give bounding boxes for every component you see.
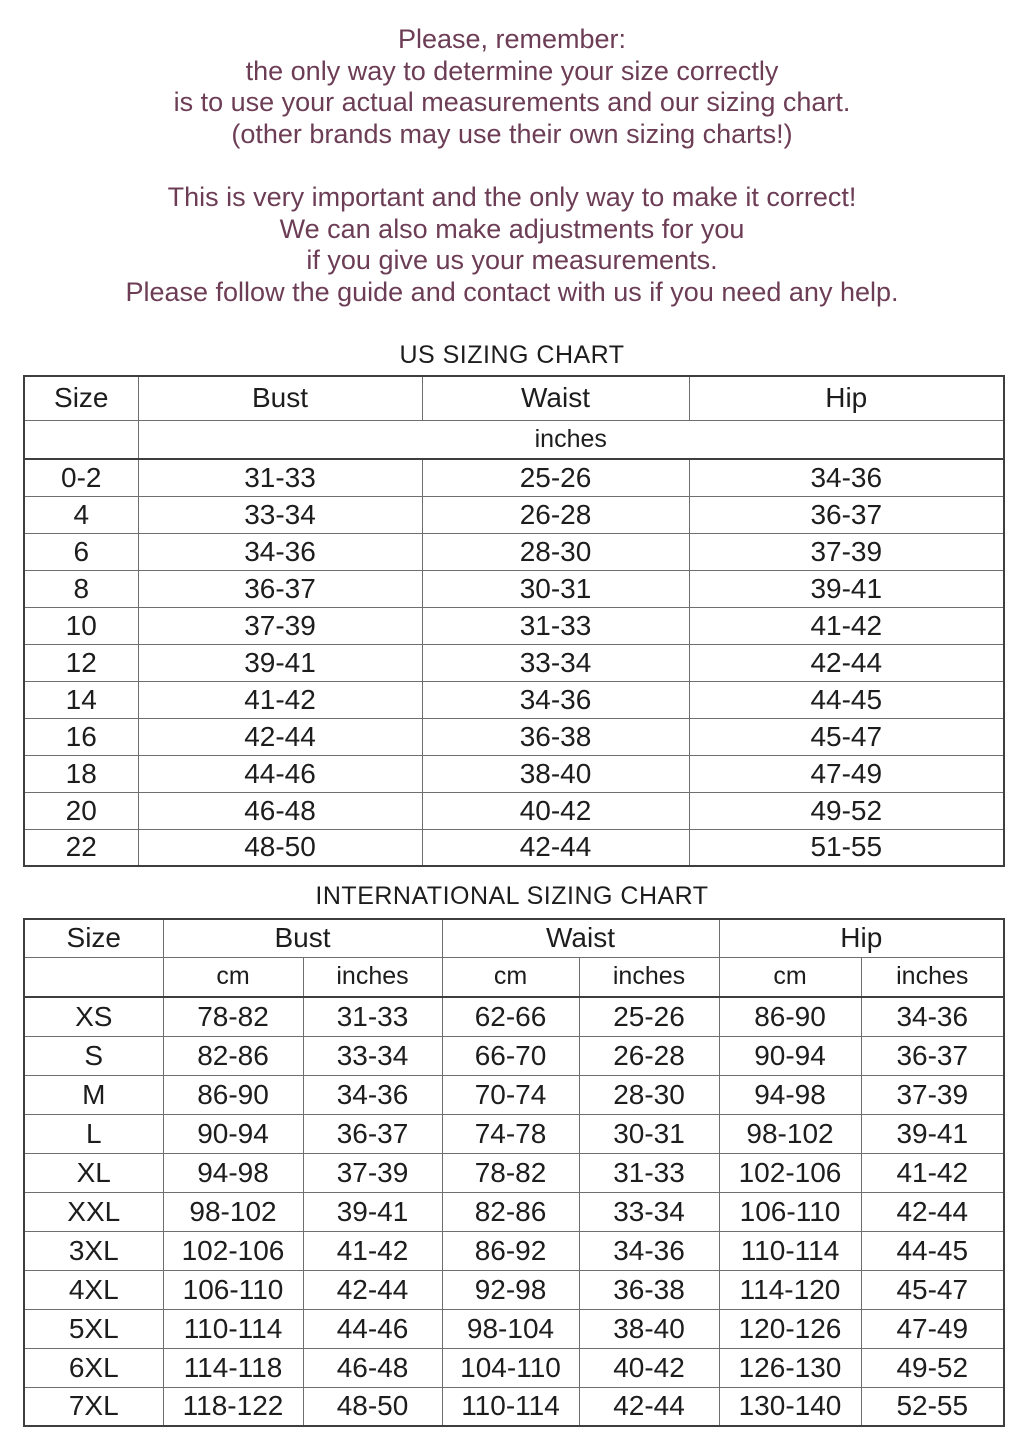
measurement-cell: 30-31: [579, 1114, 719, 1153]
measurement-cell: 25-26: [579, 997, 719, 1036]
measurement-cell: 45-47: [689, 718, 1004, 755]
size-cell: 16: [24, 718, 138, 755]
measurement-cell: 98-104: [442, 1309, 579, 1348]
measurement-cell: 46-48: [138, 792, 422, 829]
measurement-cell: 41-42: [138, 681, 422, 718]
measurement-cell: 25-26: [422, 459, 689, 496]
measurement-cell: 34-36: [303, 1075, 442, 1114]
table-row: [24, 1270, 1004, 1309]
size-cell: 4XL: [24, 1270, 163, 1309]
measurement-cell: 120-126: [719, 1309, 861, 1348]
measurement-cell: 44-46: [138, 755, 422, 792]
measurement-cell: 82-86: [163, 1036, 303, 1075]
intro-line: We can also make adjustments for you: [279, 213, 745, 244]
measurement-cell: 90-94: [719, 1036, 861, 1075]
measurement-cell: 40-42: [579, 1348, 719, 1387]
measurement-cell: 42-44: [689, 644, 1004, 681]
measurement-cell: 46-48: [303, 1348, 442, 1387]
unit-label-inches: inches: [861, 957, 1004, 997]
international-chart-title: INTERNATIONAL SIZING CHART: [315, 882, 709, 910]
measurement-cell: 36-37: [861, 1036, 1004, 1075]
measurement-cell: 45-47: [861, 1270, 1004, 1309]
table-row: [24, 1192, 1004, 1231]
unit-label-cm: cm: [442, 957, 579, 997]
measurement-cell: 40-42: [422, 792, 689, 829]
size-cell: 12: [24, 644, 138, 681]
empty-cell: [24, 420, 138, 459]
measurement-cell: 102-106: [163, 1231, 303, 1270]
us-table-body: [24, 459, 1004, 866]
intro-line: is to use your actual measurements and our sizing chart.: [173, 87, 851, 117]
measurement-cell: 70-74: [442, 1075, 579, 1114]
table-row: [24, 1387, 1004, 1426]
measurement-cell: 39-41: [861, 1114, 1004, 1153]
table-row: [24, 607, 1004, 644]
column-header-waist: Waist: [442, 919, 719, 957]
measurement-cell: 42-44: [138, 718, 422, 755]
measurement-cell: 86-90: [719, 997, 861, 1036]
table-row: [24, 1153, 1004, 1192]
measurement-cell: 110-114: [719, 1231, 861, 1270]
size-cell: S: [24, 1036, 163, 1075]
measurement-cell: 90-94: [163, 1114, 303, 1153]
measurement-cell: 41-42: [861, 1153, 1004, 1192]
measurement-cell: 37-39: [689, 533, 1004, 570]
measurement-cell: 86-92: [442, 1231, 579, 1270]
us-header-row: [24, 376, 1004, 420]
measurement-cell: 44-45: [689, 681, 1004, 718]
unit-label-inches: inches: [579, 957, 719, 997]
measurement-cell: 74-78: [442, 1114, 579, 1153]
intro-stanza-1: [0, 24, 1024, 150]
measurement-cell: 44-45: [861, 1231, 1004, 1270]
measurement-cell: 31-33: [579, 1153, 719, 1192]
measurement-cell: 33-34: [303, 1036, 442, 1075]
table-row: [24, 755, 1004, 792]
unit-label-inches: inches: [138, 420, 1004, 459]
intro-line: This is very important and the only way to make it correct!: [167, 182, 857, 212]
measurement-cell: 31-33: [422, 607, 689, 644]
measurement-cell: 49-52: [861, 1348, 1004, 1387]
table-row: [24, 459, 1004, 496]
measurement-cell: 38-40: [579, 1309, 719, 1348]
intro-line: (other brands may use their own sizing charts!): [231, 118, 793, 149]
measurement-cell: 33-34: [138, 496, 422, 533]
table-row: [24, 792, 1004, 829]
intro-line: Please follow the guide and contact with us if you need any help.: [125, 276, 899, 307]
measurement-cell: 114-118: [163, 1348, 303, 1387]
measurement-cell: 78-82: [442, 1153, 579, 1192]
size-cell: 18: [24, 755, 138, 792]
measurement-cell: 104-110: [442, 1348, 579, 1387]
unit-label-cm: cm: [163, 957, 303, 997]
size-cell: 6: [24, 533, 138, 570]
measurement-cell: 33-34: [422, 644, 689, 681]
measurement-cell: 41-42: [689, 607, 1004, 644]
column-header-size: Size: [24, 919, 163, 957]
table-row: [24, 533, 1004, 570]
measurement-cell: 94-98: [719, 1075, 861, 1114]
table-row: [24, 644, 1004, 681]
measurement-cell: 102-106: [719, 1153, 861, 1192]
measurement-cell: 49-52: [689, 792, 1004, 829]
measurement-cell: 130-140: [719, 1387, 861, 1426]
size-cell: 14: [24, 681, 138, 718]
column-header-size: Size: [24, 376, 138, 420]
measurement-cell: 78-82: [163, 997, 303, 1036]
international-header-row: [24, 919, 1004, 957]
column-header-bust: Bust: [138, 376, 422, 420]
table-row: [24, 1309, 1004, 1348]
table-row: [24, 829, 1004, 866]
measurement-cell: 118-122: [163, 1387, 303, 1426]
size-cell: XL: [24, 1153, 163, 1192]
size-cell: XXL: [24, 1192, 163, 1231]
measurement-cell: 31-33: [138, 459, 422, 496]
size-cell: 20: [24, 792, 138, 829]
table-row: [24, 496, 1004, 533]
intro-line: if you give us your measurements.: [306, 245, 718, 275]
measurement-cell: 47-49: [861, 1309, 1004, 1348]
measurement-cell: 126-130: [719, 1348, 861, 1387]
measurement-cell: 86-90: [163, 1075, 303, 1114]
size-cell: 5XL: [24, 1309, 163, 1348]
column-header-hip: Hip: [689, 376, 1004, 420]
intro-line: Please, remember:: [397, 24, 627, 54]
measurement-cell: 36-37: [303, 1114, 442, 1153]
size-cell: 22: [24, 829, 138, 866]
size-cell: 0-2: [24, 459, 138, 496]
measurement-cell: 34-36: [138, 533, 422, 570]
international-sizing-table: [23, 918, 1005, 1427]
measurement-cell: 26-28: [422, 496, 689, 533]
measurement-cell: 52-55: [861, 1387, 1004, 1426]
measurement-cell: 42-44: [303, 1270, 442, 1309]
measurement-cell: 42-44: [422, 829, 689, 866]
measurement-cell: 39-41: [138, 644, 422, 681]
measurement-cell: 36-38: [422, 718, 689, 755]
measurement-cell: 39-41: [303, 1192, 442, 1231]
measurement-cell: 33-34: [579, 1192, 719, 1231]
size-cell: 8: [24, 570, 138, 607]
measurement-cell: 110-114: [442, 1387, 579, 1426]
table-row: [24, 1114, 1004, 1153]
intro-text: [0, 0, 1024, 308]
measurement-cell: 37-39: [303, 1153, 442, 1192]
measurement-cell: 47-49: [689, 755, 1004, 792]
size-cell: 3XL: [24, 1231, 163, 1270]
measurement-cell: 39-41: [689, 570, 1004, 607]
measurement-cell: 42-44: [861, 1192, 1004, 1231]
international-unit-row: [24, 957, 1004, 997]
measurement-cell: 37-39: [138, 607, 422, 644]
table-row: [24, 1036, 1004, 1075]
us-chart-title: US SIZING CHART: [399, 341, 625, 369]
unit-label-inches: inches: [303, 957, 442, 997]
measurement-cell: 114-120: [719, 1270, 861, 1309]
measurement-cell: 82-86: [442, 1192, 579, 1231]
us-sizing-table: [23, 375, 1005, 867]
column-header-bust: Bust: [163, 919, 442, 957]
table-row: [24, 681, 1004, 718]
size-cell: 10: [24, 607, 138, 644]
measurement-cell: 98-102: [163, 1192, 303, 1231]
intro-line: the only way to determine your size correctly: [245, 55, 779, 86]
measurement-cell: 106-110: [719, 1192, 861, 1231]
size-cell: 7XL: [24, 1387, 163, 1426]
measurement-cell: 42-44: [579, 1387, 719, 1426]
measurement-cell: 106-110: [163, 1270, 303, 1309]
measurement-cell: 26-28: [579, 1036, 719, 1075]
unit-label-cm: cm: [719, 957, 861, 997]
measurement-cell: 37-39: [861, 1075, 1004, 1114]
measurement-cell: 34-36: [422, 681, 689, 718]
measurement-cell: 38-40: [422, 755, 689, 792]
empty-cell: [24, 957, 163, 997]
table-row: [24, 570, 1004, 607]
measurement-cell: 62-66: [442, 997, 579, 1036]
table-row: [24, 1348, 1004, 1387]
size-cell: 6XL: [24, 1348, 163, 1387]
measurement-cell: 66-70: [442, 1036, 579, 1075]
size-cell: XS: [24, 997, 163, 1036]
measurement-cell: 34-36: [861, 997, 1004, 1036]
international-table-body: [24, 997, 1004, 1426]
size-cell: L: [24, 1114, 163, 1153]
measurement-cell: 28-30: [579, 1075, 719, 1114]
measurement-cell: 36-37: [689, 496, 1004, 533]
us-unit-row: [24, 420, 1004, 459]
measurement-cell: 110-114: [163, 1309, 303, 1348]
measurement-cell: 51-55: [689, 829, 1004, 866]
measurement-cell: 48-50: [303, 1387, 442, 1426]
intro-stanza-2: [0, 182, 1024, 308]
measurement-cell: 28-30: [422, 533, 689, 570]
measurement-cell: 36-38: [579, 1270, 719, 1309]
table-row: [24, 1075, 1004, 1114]
column-header-waist: Waist: [422, 376, 689, 420]
table-row: [24, 718, 1004, 755]
column-header-hip: Hip: [719, 919, 1004, 957]
measurement-cell: 31-33: [303, 997, 442, 1036]
measurement-cell: 41-42: [303, 1231, 442, 1270]
measurement-cell: 44-46: [303, 1309, 442, 1348]
table-row: [24, 997, 1004, 1036]
measurement-cell: 36-37: [138, 570, 422, 607]
table-row: [24, 1231, 1004, 1270]
measurement-cell: 98-102: [719, 1114, 861, 1153]
measurement-cell: 30-31: [422, 570, 689, 607]
size-cell: 4: [24, 496, 138, 533]
measurement-cell: 34-36: [579, 1231, 719, 1270]
measurement-cell: 34-36: [689, 459, 1004, 496]
measurement-cell: 48-50: [138, 829, 422, 866]
measurement-cell: 94-98: [163, 1153, 303, 1192]
measurement-cell: 92-98: [442, 1270, 579, 1309]
size-cell: M: [24, 1075, 163, 1114]
